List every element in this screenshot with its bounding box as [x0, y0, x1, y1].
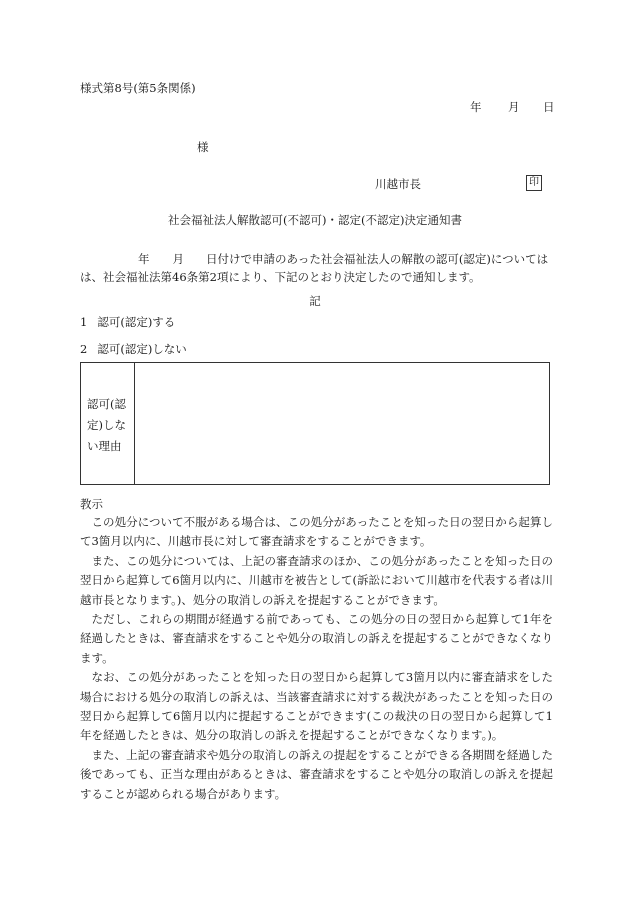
intro-month: 月: [172, 252, 184, 266]
reason-content: [135, 363, 549, 484]
option-approve: [80, 314, 175, 330]
date-month: 月: [508, 100, 520, 114]
addressee-suffix: 様: [197, 140, 209, 154]
option-number: 1: [80, 315, 88, 329]
option-number: 2: [80, 342, 88, 356]
reason-label: 認可(認定)しない理由: [81, 363, 135, 484]
date-year: 年: [470, 100, 482, 114]
option-label: 認可(認定)しない: [97, 342, 187, 356]
kyoji-paragraph: この処分について不服がある場合は、この処分があったことを知った日の翌日から起算して3箇月以内に、川越市長に対して審査請求をすることができます。: [80, 515, 553, 549]
form-number: 様式第8号(第5条関係): [80, 81, 196, 95]
option-deny: [80, 341, 187, 357]
seal-mark: 印: [526, 175, 542, 191]
ki-heading: 記: [309, 294, 321, 308]
intro-text-line1: 日付けで申請のあった社会福祉法人の解散の認可(認定)については: [206, 252, 549, 266]
kyoji-paragraph: また、上記の審査請求や処分の取消しの訴えの提起をすることができる各期間を経過した後であっても、正当な理由があるときは、審査請求をすることや処分の取消しの訴えを提起することが認められる場合があります。: [80, 747, 553, 801]
intro-paragraph: [80, 250, 553, 286]
kyoji-heading: 教示: [80, 497, 103, 511]
kyoji-body: [80, 513, 553, 804]
date-day: 日: [543, 100, 555, 114]
intro-year: 年: [138, 252, 150, 266]
document-title: 社会福祉法人解散認可(不認可)・認定(不認定)決定通知書: [168, 213, 462, 227]
intro-text-line2: は、社会福祉法第46条第2項により、下記のとおり決定したので通知します。: [80, 270, 481, 284]
kyoji-paragraph: また、この処分については、上記の審査請求のほか、この処分があったことを知った日の翌日から起算して6箇月以内に、川越市を被告として(訴訟において川越市を代表する者は川越市長となります。)、処分の取消しの訴えを提起することができます。: [80, 553, 553, 607]
kyoji-paragraph: ただし、これらの期間が経過する前であっても、この処分の日の翌日から起算して1年を経過したときは、審査請求をすることや処分の取消しの訴えを提起することができなくなります。: [80, 612, 553, 665]
issuer-name: 川越市長: [375, 177, 421, 191]
reason-table: [80, 362, 550, 485]
kyoji-paragraph: なお、この処分があったことを知った日の翌日から起算して3箇月以内に審査請求をした場合における処分の取消しの訴えは、当該審査請求に対する裁決があったことを知った日の翌日から起算して6箇月以内に提起することができます(この裁決の日の翌日から起算して1年を経過したときは、処分の取消しの訴えを提起することができなくなります。)。: [80, 670, 553, 743]
option-label: 認可(認定)する: [97, 315, 176, 329]
